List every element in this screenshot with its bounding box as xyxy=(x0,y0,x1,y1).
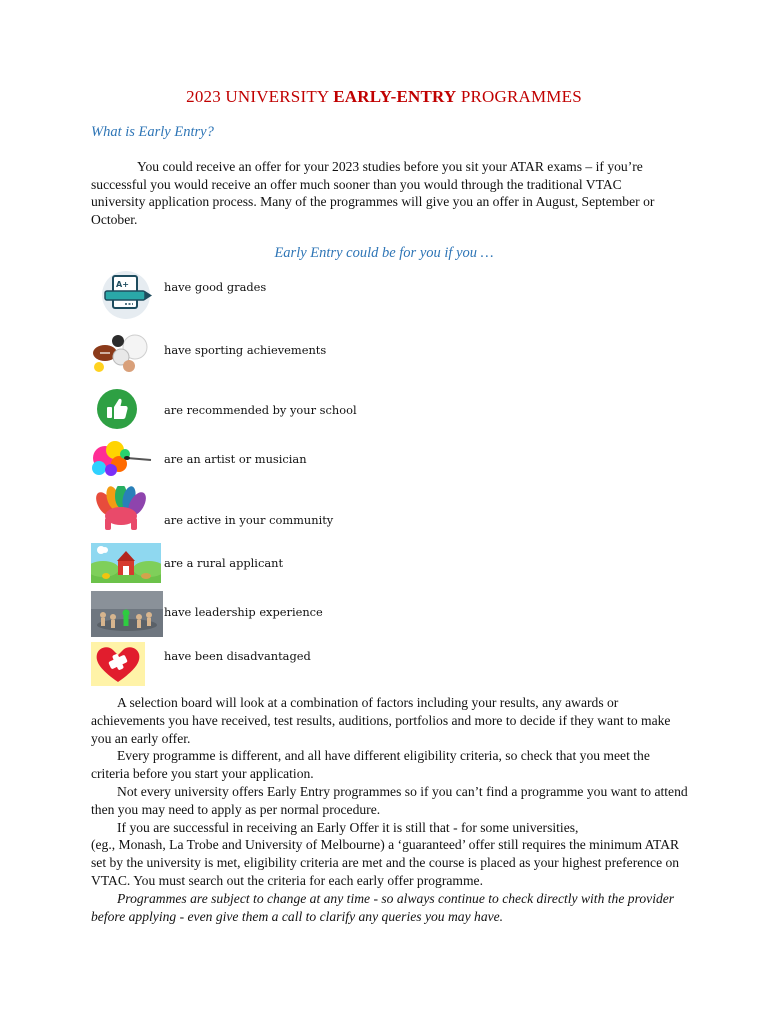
leader-figures-icon xyxy=(91,591,163,642)
paragraph-text: Programmes are subject to change at any time - so always continue to check directly with the provider before applying - even give them a call to clarify any queries you may have. xyxy=(91,890,675,924)
paragraph-text: Not every university offers Early Entry programmes so if you can’t find a programme you want to attend then you may need to apply as per normal procedure. xyxy=(91,783,688,817)
criteria-label: are a rural applicant xyxy=(164,556,284,570)
grades-document-icon xyxy=(97,270,155,325)
title-bold: EARLY-ENTRY xyxy=(333,87,457,106)
title-part-1: 2023 UNIVERSITY xyxy=(186,87,334,106)
page-title xyxy=(0,87,768,107)
what-is-heading: What is Early Entry? xyxy=(91,124,214,140)
criteria-label: are an artist or musician xyxy=(164,452,307,466)
criteria-label: are recommended by your school xyxy=(164,403,357,417)
paragraph-text: A selection board will look at a combination of factors including your results, any awards or achievements you have received, test results, auditions, portfolios and more to decide if they want to make you an early offer. xyxy=(91,695,671,746)
farm-barn-icon xyxy=(91,543,161,588)
title-part-2: PROGRAMMES xyxy=(456,87,582,106)
body-paragraph-4 xyxy=(91,819,691,890)
criteria-item-sporting xyxy=(91,331,651,379)
heart-bandage-icon xyxy=(91,642,145,691)
criteria-item-artist xyxy=(91,438,651,486)
criteria-item-community xyxy=(91,486,651,534)
paragraph-text-continued: (eg., Monash, La Trobe and University of Melbourne) a ‘guaranteed’ offer still requires the minimum ATAR set by the university is met, eligibility criteria are met and the course is placed as your highest preference on VTAC. You must search out the criteria for each early offer programme. xyxy=(91,837,680,888)
criteria-label: have sporting achievements xyxy=(164,343,327,357)
body-paragraph-3 xyxy=(91,783,691,819)
paint-splash-icon xyxy=(91,438,153,483)
criteria-item-grades xyxy=(91,270,651,318)
community-hands-icon xyxy=(91,486,149,537)
body-paragraph-2 xyxy=(91,747,691,783)
sports-balls-icon xyxy=(91,331,149,378)
svg-text:A+: A+ xyxy=(116,280,129,289)
intro-paragraph xyxy=(91,158,679,228)
criteria-label: have been disadvantaged xyxy=(164,649,311,663)
criteria-item-leadership xyxy=(91,591,651,639)
criteria-item-recommended xyxy=(91,388,651,436)
criteria-heading: Early Entry could be for you if you … xyxy=(274,245,494,261)
body-paragraphs xyxy=(91,694,691,925)
intro-text: You could receive an offer for your 2023 studies before you sit your ATAR exams – if you’re successful you would receive an offer much sooner than you would through the traditional VTAC university application process. Many of the programmes will give you an offer in August, September or October. xyxy=(91,159,655,227)
criteria-label: are active in your community xyxy=(164,513,334,527)
paragraph-text: If you are successful in receiving an Early Offer it is still that - for some universities, xyxy=(117,819,579,835)
thumbs-up-icon xyxy=(96,388,138,435)
criteria-label: have good grades xyxy=(164,280,267,294)
criteria-label: have leadership experience xyxy=(164,605,323,619)
paragraph-text: Every programme is different, and all have different eligibility criteria, so check that you meet the criteria before you start your application. xyxy=(91,748,650,782)
criteria-item-disadvantaged xyxy=(91,642,651,690)
body-paragraph-1 xyxy=(91,694,691,747)
criteria-item-rural xyxy=(91,543,651,591)
body-paragraph-5 xyxy=(91,890,691,926)
